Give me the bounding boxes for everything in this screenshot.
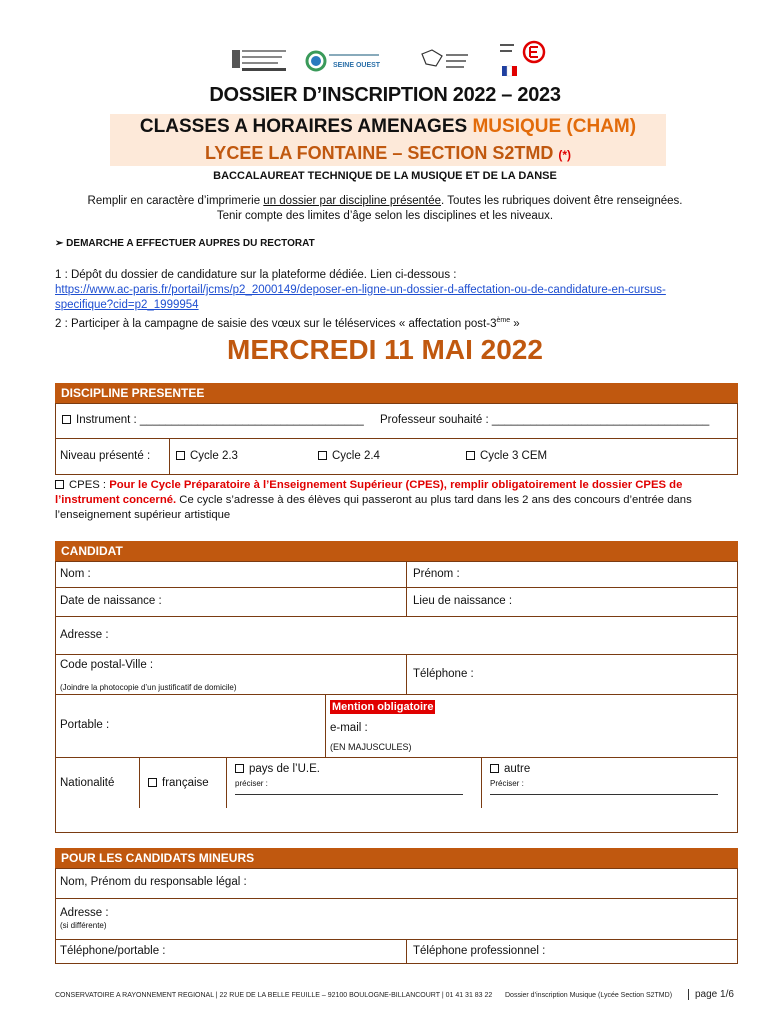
checkbox-icon[interactable] [318, 451, 327, 460]
cycle-2-4-option[interactable] [318, 450, 380, 462]
checkbox-icon[interactable] [490, 764, 499, 773]
mineurs-adresse-row [56, 898, 737, 939]
cycle-2-3-label: Cycle 2.3 [190, 450, 238, 462]
cycle-3-cem-option[interactable] [466, 450, 547, 462]
seine-ouest-logo-icon [305, 44, 385, 78]
academie-logo-icon [498, 38, 550, 80]
arrow-bullet-icon: ➢ [55, 238, 64, 249]
rectorat-link[interactable]: https://www.ac-paris.fr/portail/jcms/p2_2000149/deposer-en-ligne-un-dossier-d-affectation-ou-de-candidature-en-cursus- [55, 284, 666, 296]
email-cell [325, 695, 737, 758]
candidat-header: CANDIDAT [55, 541, 738, 561]
ue-preciser-label: préciser : [235, 779, 268, 788]
nom-field[interactable]: Nom : [60, 568, 91, 580]
cpes-label: CPES : [69, 479, 110, 491]
lycee-title [110, 140, 666, 166]
intro-line-1a: Remplir en caractère d’imprimerie [87, 195, 264, 207]
mineurs-header: POUR LES CANDIDATS MINEURS [55, 848, 738, 868]
cycle-2-3-option[interactable] [176, 450, 238, 462]
intro-line-1b: . Toutes les rubriques doivent être renseignées. [441, 195, 683, 207]
intro-line-2: Tenir compte des limites d’âge selon les disciplines et les niveaux. [216, 210, 554, 222]
cycle-3-cem-label: Cycle 3 CEM [480, 450, 548, 462]
ue-cell [226, 758, 481, 808]
candidat-table [55, 561, 738, 833]
mineurs-telephone-field[interactable]: Téléphone/portable : [60, 945, 166, 957]
instrument-checkbox-icon[interactable] [62, 415, 71, 424]
program-title-black: CLASSES A HORAIRES AMENAGES [139, 116, 468, 137]
autre-cell [481, 758, 737, 808]
instrument-field[interactable]: Instrument : ___________________________________ [76, 414, 364, 426]
step-1: 1 : Dépôt du dossier de candidature sur la plateforme dédiée. Lien ci-dessous : [55, 269, 457, 281]
ue-label: pays de l’U.E. [249, 763, 320, 775]
email-field[interactable]: e-mail : [330, 722, 368, 734]
conservatoire-logo-icon [232, 44, 290, 78]
document-title: DOSSIER D’INSCRIPTION 2022 – 2023 [209, 84, 561, 106]
program-title [110, 114, 666, 140]
francaise-option[interactable] [139, 758, 209, 808]
niveau-options [169, 439, 739, 475]
logo-lycee [418, 44, 470, 78]
page-number: page 1/6 [688, 989, 734, 1000]
responsable-field[interactable]: Nom, Prénom du responsable légal : [60, 876, 247, 888]
logo-seine-ouest [305, 44, 385, 78]
nationalite-label: Nationalité [60, 777, 115, 789]
portable-field[interactable]: Portable : [60, 719, 110, 731]
discipline-table [55, 403, 738, 475]
date-naissance-field[interactable]: Date de naissance : [60, 595, 162, 607]
rectorat-link-continued[interactable]: specifique?cid=p2_1999954 [55, 299, 199, 311]
logo-academie [498, 38, 550, 80]
deadline-date: MERCREDI 11 MAI 2022 [227, 334, 543, 365]
demarche-heading [55, 238, 315, 249]
intro-text [0, 194, 770, 224]
cpes-note [55, 478, 738, 523]
ue-option[interactable] [235, 763, 320, 775]
mineurs-tel-pro-field[interactable]: Téléphone professionnel : [406, 940, 545, 964]
majuscules-note: (EN MAJUSCULES) [330, 742, 412, 752]
lycee-title-star: (*) [558, 148, 572, 162]
mention-obligatoire-badge: Mention obligatoire [332, 701, 434, 713]
francaise-label: française [162, 777, 209, 789]
si-differente-note: (si différente) [60, 921, 107, 930]
program-title-orange: MUSIQUE (CHAM) [472, 116, 637, 137]
footer-doc-title: Dossier d’inscription Musique (Lycée Section S2TMD) [505, 992, 673, 999]
step-2-text: 2 : Participer à la campagne de saisie des vœux sur le téléservices « affectation post-3 [55, 317, 497, 330]
checkbox-icon[interactable] [466, 451, 475, 460]
discipline-header: DISCIPLINE PRESENTEE [55, 383, 738, 403]
intro-line-1-underlined: un dossier par discipline présentée [263, 195, 442, 207]
lieu-naissance-field[interactable]: Lieu de naissance : [406, 588, 512, 617]
naissance-row [56, 587, 737, 616]
footer-address: CONSERVATOIRE A RAYONNEMENT REGIONAL | 22 RUE DE LA BELLE FEUILLE – 92100 BOULOGNE-BILLANCOURT | 01 41 31 83 22 [55, 992, 493, 999]
cpes-checkbox-icon[interactable] [55, 480, 64, 489]
telephone-field[interactable]: Téléphone : [406, 655, 474, 695]
demarche-label: DEMARCHE A EFFECTUER AUPRES DU RECTORAT [66, 238, 315, 249]
lycee-title-text: LYCEE LA FONTAINE – SECTION S2TMD [204, 143, 554, 163]
autre-preciser-line[interactable] [490, 794, 718, 795]
autre-label: autre [504, 763, 531, 775]
step-2-end: » [510, 317, 520, 330]
bac-subtitle: BACCALAUREAT TECHNIQUE DE LA MUSIQUE ET DE LA DANSE [213, 170, 557, 182]
logo-conservatoire [232, 44, 290, 78]
step-2 [55, 313, 735, 332]
instrument-row[interactable] [62, 414, 364, 426]
cp-row [56, 654, 737, 694]
mineurs-tel-row [56, 939, 737, 963]
niveau-row [56, 438, 737, 474]
autre-preciser-label: Préciser : [490, 779, 524, 788]
autre-option[interactable] [490, 763, 530, 775]
code-postal-field[interactable]: Code postal-Ville : [60, 659, 154, 671]
checkbox-icon[interactable] [148, 778, 157, 787]
mineurs-adresse-field[interactable]: Adresse : [60, 907, 109, 919]
portable-row [56, 694, 737, 757]
intro-line-1 [0, 194, 770, 209]
adresse-row [56, 616, 737, 654]
niveau-label: Niveau présenté : [60, 450, 151, 462]
steps-block [55, 268, 735, 332]
ue-preciser-line[interactable] [235, 794, 463, 795]
checkbox-icon[interactable] [176, 451, 185, 460]
cpes-warning: Pour le Cycle Préparatoire à l’Enseignement Supérieur (CPES), remplir obligatoirement le dossier CPES de l’instrument concerné. [55, 479, 683, 506]
cpes-description: Ce cycle s’adresse à des élèves qui passeront au plus tard dans les 2 ans des concours d’entrée dans l’enseignement supérieur artistique [55, 494, 692, 521]
adresse-field[interactable]: Adresse : [60, 629, 109, 641]
justificatif-note: (Joindre la photocopie d’un justificatif de domicile) [60, 683, 237, 692]
prenom-field[interactable]: Prénom : [406, 562, 460, 587]
cycle-2-4-label: Cycle 2.4 [332, 450, 380, 462]
checkbox-icon[interactable] [235, 764, 244, 773]
seine-ouest-text: SEINE OUEST [333, 62, 381, 69]
mineurs-table [55, 868, 738, 964]
professeur-field[interactable]: Professeur souhaité : __________________________________ [380, 414, 710, 426]
step-2-sup: ème [496, 317, 511, 324]
lycee-logo-icon [418, 44, 470, 78]
nationalite-row [56, 757, 737, 807]
